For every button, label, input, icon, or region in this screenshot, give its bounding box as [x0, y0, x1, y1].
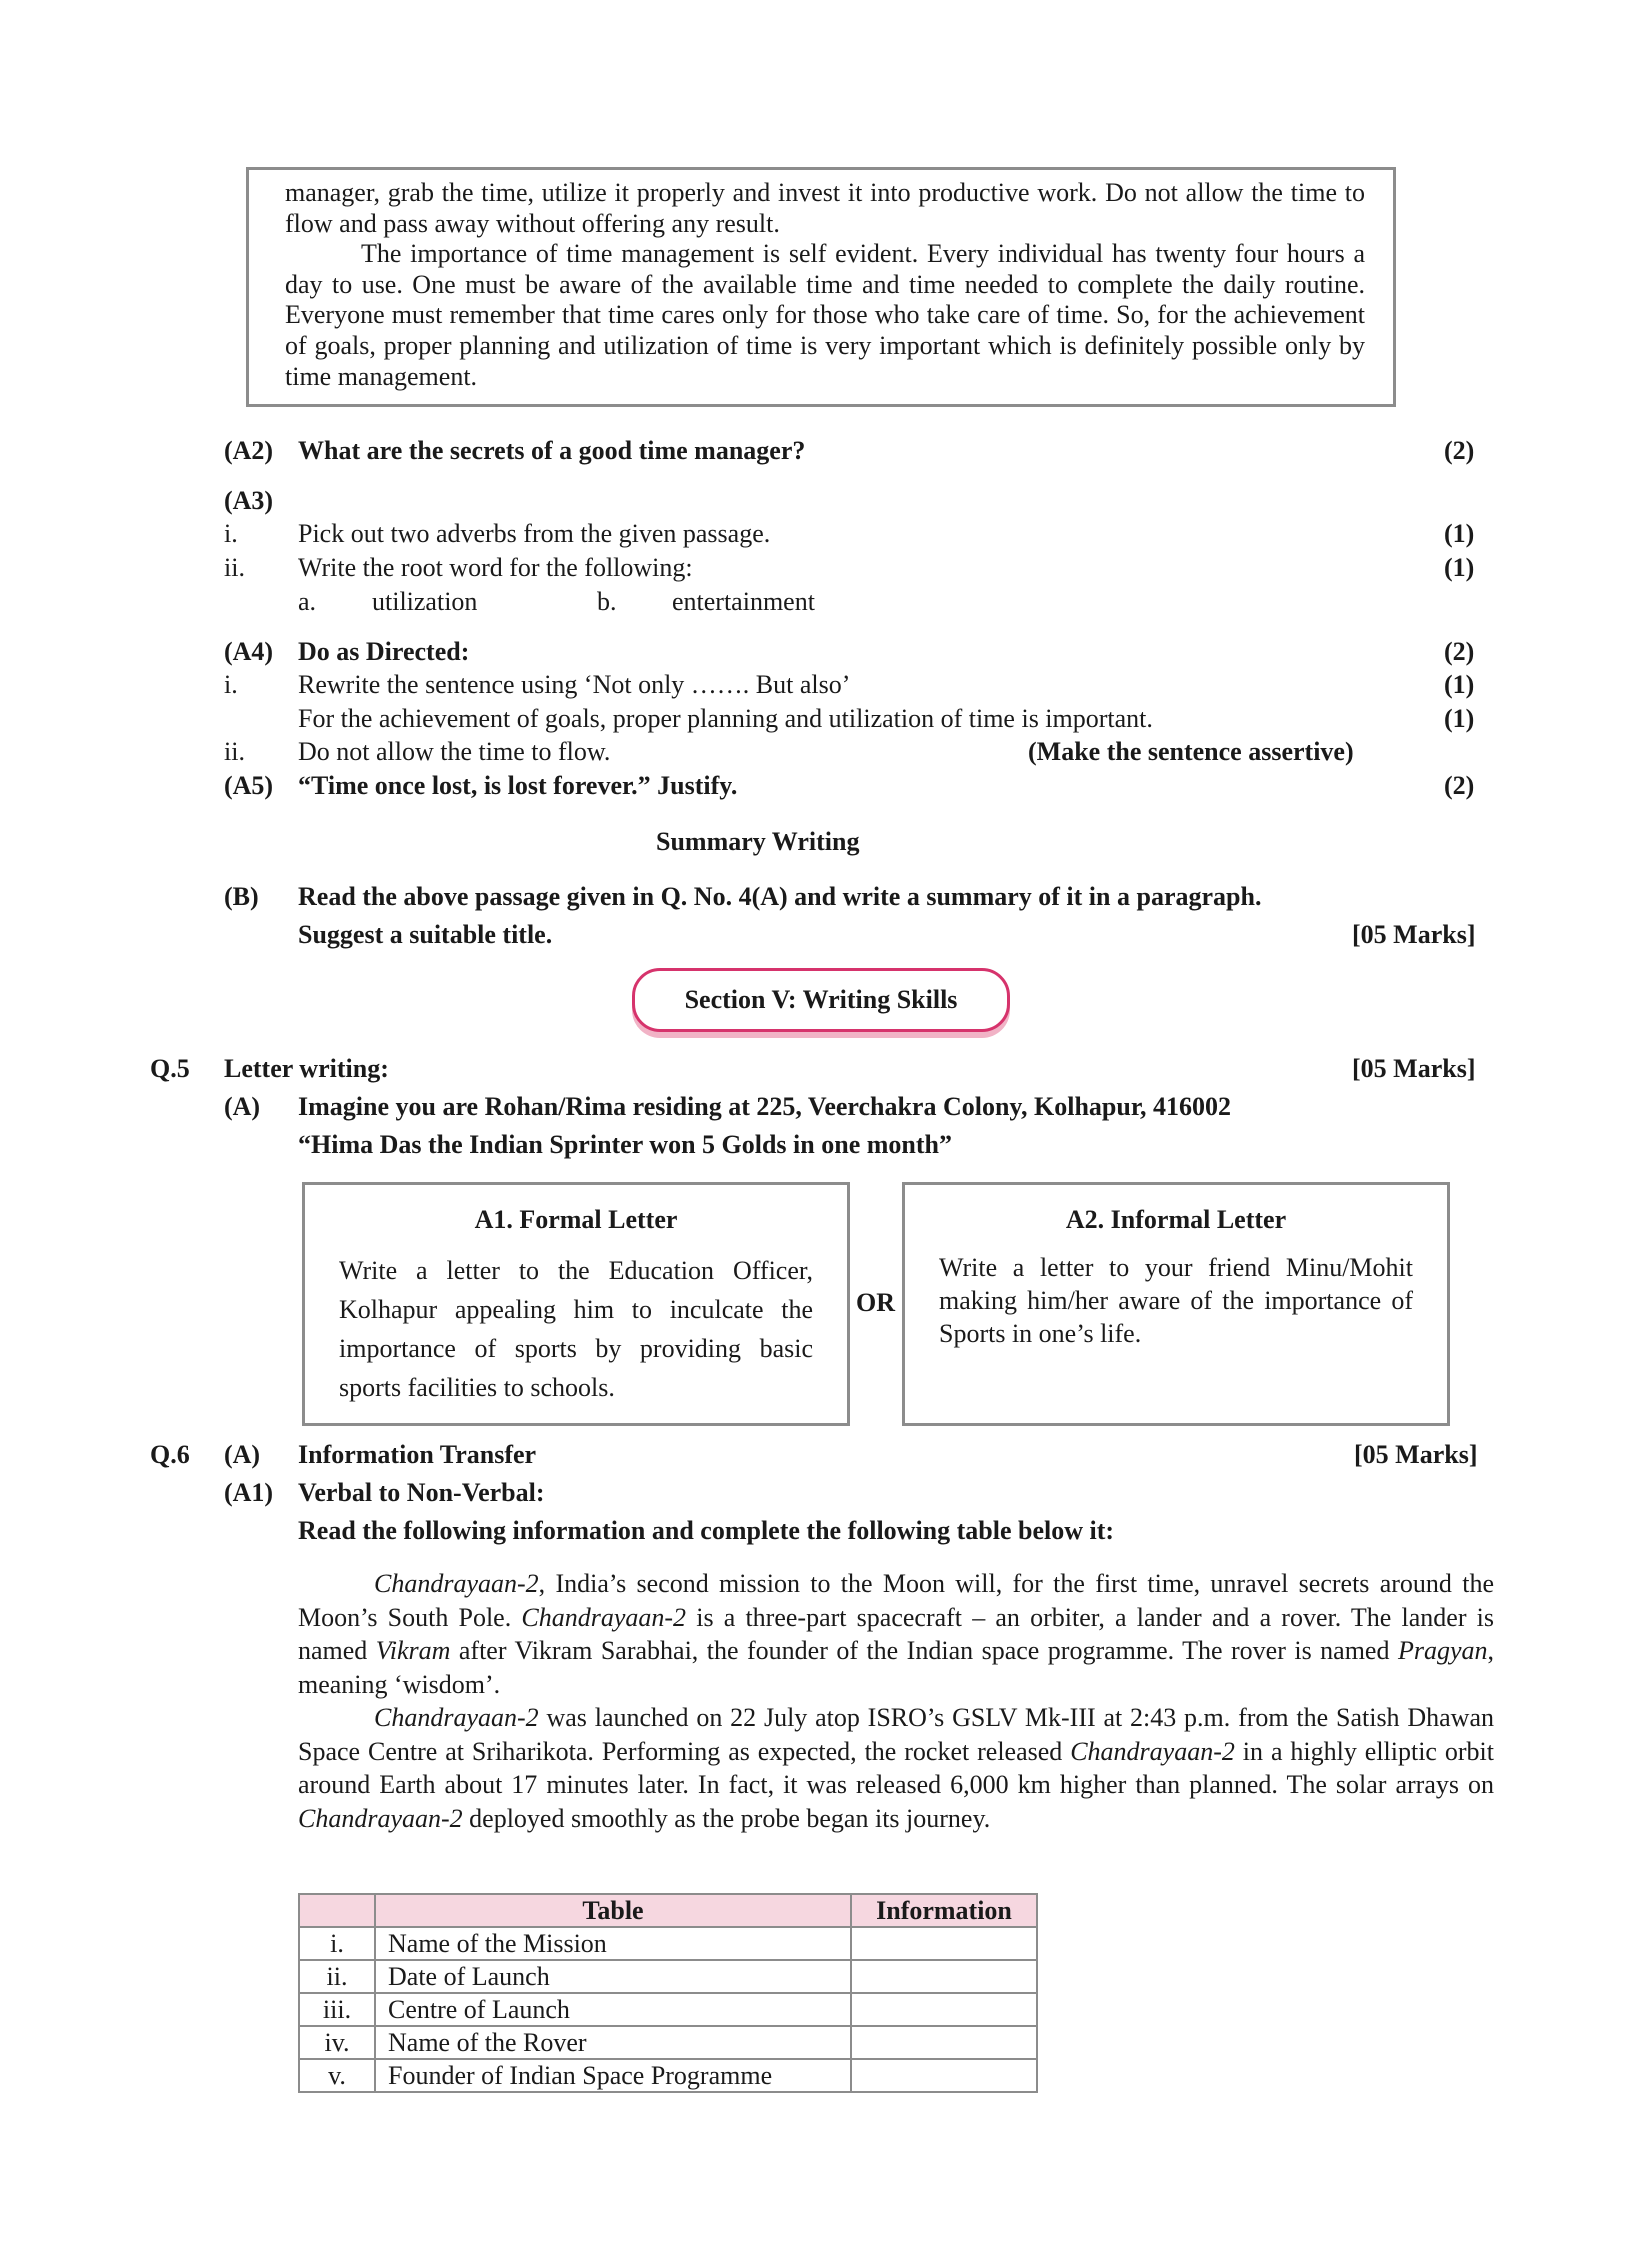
a4-marks: (2) — [1444, 637, 1475, 666]
a4-i-sentence-marks: (1) — [1444, 704, 1475, 733]
a4-ii-instruction: (Make the sentence assertive) — [1028, 737, 1354, 766]
informal-letter-box — [902, 1182, 1450, 1426]
a3-i-marks: (1) — [1444, 519, 1475, 548]
table-header-information: Information — [851, 1894, 1037, 1927]
q5-a-line-2: “Hima Das the Indian Sprinter won 5 Golds in one month” — [298, 1130, 952, 1159]
a3-option-a-word: utilization — [372, 587, 478, 616]
or-separator: OR — [856, 1288, 895, 1317]
a4-ii-number: ii. — [224, 737, 245, 766]
passage-text-segment: , meaning ‘wisdom’. — [298, 1636, 1494, 1699]
row-number: iv. — [299, 2026, 375, 2059]
row-number: iii. — [299, 1993, 375, 2026]
a4-i-marks: (1) — [1444, 670, 1475, 699]
row-label: Name of the Mission — [375, 1927, 851, 1960]
a3-option-b-word: entertainment — [672, 587, 815, 616]
table-row — [299, 1960, 1037, 1993]
a5-marks: (2) — [1444, 771, 1475, 800]
row-label: Date of Launch — [375, 1960, 851, 1993]
italic-term: Chandrayaan-2 — [298, 1803, 463, 1833]
a3-option-a-label: a. — [298, 587, 317, 616]
passage-text-segment: was launched on 22 July atop ISRO’s GSLV Mk-III at 2:43 p.m. from the Satish Dhawan Space Centre at Sriharikota. Performing as expected, the rocket released — [298, 1703, 1494, 1766]
summary-heading: Summary Writing — [656, 827, 860, 856]
passage-text-segment: in a highly elliptic orbit around Earth about 17 minutes later. In fact, it was released 6,000 km higher than planned. The solar arrays on — [298, 1736, 1494, 1799]
q6-a1-number: (A1) — [224, 1478, 274, 1507]
a2-marks: (2) — [1444, 436, 1475, 465]
summary-instruction-line-2: Suggest a suitable title. — [298, 920, 553, 949]
italic-term: Chandrayaan-2 — [1070, 1736, 1235, 1766]
a3-number: (A3) — [224, 486, 274, 515]
a2-question: What are the secrets of a good time manager? — [298, 436, 806, 465]
a3-i-number: i. — [224, 519, 238, 548]
q5-a-line-1: Imagine you are Rohan/Rima residing at 225, Veerchakra Colony, Kolhapur, 416002 — [298, 1092, 1231, 1121]
summary-instruction-line-1: Read the above passage given in Q. No. 4(A) and write a summary of it in a paragraph. — [298, 882, 1262, 911]
passage-paragraph-1: manager, grab the time, utilize it properly and invest it into productive work. Do not allow the time to flow and pass away without offering any result. — [285, 178, 1365, 238]
table-row — [299, 2059, 1037, 2092]
chandrayaan-paragraph-2 — [298, 1701, 1494, 1835]
a3-option-b-label: b. — [597, 587, 617, 616]
passage-paragraph-2: The importance of time management is self evident. Every individual has twenty four hours a day to use. One must be aware of the available time and time needed to complete the daily routine. Everyone must remember that time cares only for those who take care of time. So, for the achievement of goals, proper planning and utilization of time is very important which is definitely possible only by time management. — [285, 239, 1365, 391]
row-information-cell[interactable] — [851, 1960, 1037, 1993]
formal-letter-prompt: Write a letter to the Education Officer, Kolhapur appealing him to inculcate the importance of sports by providing basic sports facilities to schools. — [339, 1256, 813, 1402]
summary-marks: [05 Marks] — [1352, 920, 1476, 949]
a3-i-text: Pick out two adverbs from the given passage. — [298, 519, 771, 548]
table-row — [299, 1927, 1037, 1960]
q5-a-number: (A) — [224, 1092, 261, 1121]
italic-term: Vikram — [375, 1636, 451, 1665]
section-heading-badge: Section V: Writing Skills — [632, 968, 1010, 1032]
passage-text-segment: is a three-part spacecraft – an orbiter, a lander and a rover. The lander is named — [298, 1602, 1494, 1665]
info-table — [298, 1893, 1038, 2093]
row-label: Name of the Rover — [375, 2026, 851, 2059]
q5-marks: [05 Marks] — [1352, 1054, 1476, 1083]
table-header-row — [299, 1894, 1037, 1927]
a3-ii-marks: (1) — [1444, 553, 1475, 582]
row-number: v. — [299, 2059, 375, 2092]
q6-instruction: Read the following information and complete the following table below it: — [298, 1516, 1115, 1545]
a3-ii-number: ii. — [224, 553, 245, 582]
passage-text-segment: deployed smoothly as the probe began its journey. — [462, 1803, 991, 1833]
italic-term: Chandrayaan-2 — [374, 1569, 539, 1598]
italic-term: Chandrayaan-2 — [374, 1703, 539, 1732]
q6-number: Q.6 — [150, 1440, 190, 1469]
chandrayaan-paragraph-1 — [298, 1567, 1494, 1701]
a5-number: (A5) — [224, 771, 274, 800]
passage-box — [246, 167, 1396, 407]
q6-title: Information Transfer — [298, 1440, 537, 1469]
a2-number: (A2) — [224, 436, 274, 465]
a4-number: (A4) — [224, 637, 274, 666]
q6-a1-title: Verbal to Non-Verbal: — [298, 1478, 545, 1507]
a3-ii-text: Write the root word for the following: — [298, 553, 693, 582]
passage-text-segment: after Vikram Sarabhai, the founder of the Indian space programme. The rover is named — [450, 1636, 1398, 1665]
row-label: Centre of Launch — [375, 1993, 851, 2026]
a4-title: Do as Directed: — [298, 637, 470, 666]
table-header-number — [299, 1894, 375, 1927]
summary-number: (B) — [224, 882, 259, 911]
row-number: i. — [299, 1927, 375, 1960]
informal-letter-title: A2. Informal Letter — [1065, 1205, 1287, 1234]
q5-number: Q.5 — [150, 1054, 190, 1083]
table-header-table: Table — [375, 1894, 851, 1927]
a4-ii-text: Do not allow the time to flow. — [298, 737, 611, 766]
formal-letter-box — [302, 1182, 850, 1426]
row-information-cell[interactable] — [851, 1927, 1037, 1960]
a4-i-sentence: For the achievement of goals, proper planning and utilization of time is important. — [298, 704, 1153, 733]
row-information-cell[interactable] — [851, 2059, 1037, 2092]
chandrayaan-passage — [298, 1567, 1494, 1835]
row-label: Founder of Indian Space Programme — [375, 2059, 851, 2092]
a4-i-number: i. — [224, 670, 238, 699]
formal-letter-title: A1. Formal Letter — [474, 1205, 678, 1234]
a4-i-text: Rewrite the sentence using ‘Not only ……. But also’ — [298, 670, 851, 699]
q5-title: Letter writing: — [224, 1054, 389, 1083]
italic-term: Chandrayaan-2 — [521, 1602, 687, 1632]
a5-question: “Time once lost, is lost forever.” Justify. — [298, 771, 738, 800]
row-information-cell[interactable] — [851, 1993, 1037, 2026]
table-row — [299, 2026, 1037, 2059]
q6-marks: [05 Marks] — [1354, 1440, 1478, 1469]
passage-text-segment: , India’s second mission to the Moon will, for the first time, unravel secrets around the Moon’s South Pole. — [298, 1569, 1494, 1632]
italic-term: Pragyan — [1397, 1636, 1488, 1665]
row-information-cell[interactable] — [851, 2026, 1037, 2059]
row-number: ii. — [299, 1960, 375, 1993]
q6-a-number: (A) — [224, 1440, 261, 1469]
informal-letter-prompt: Write a letter to your friend Minu/Mohit making him/her aware of the importance of Sports in one’s life. — [939, 1253, 1413, 1348]
table-row — [299, 1993, 1037, 2026]
